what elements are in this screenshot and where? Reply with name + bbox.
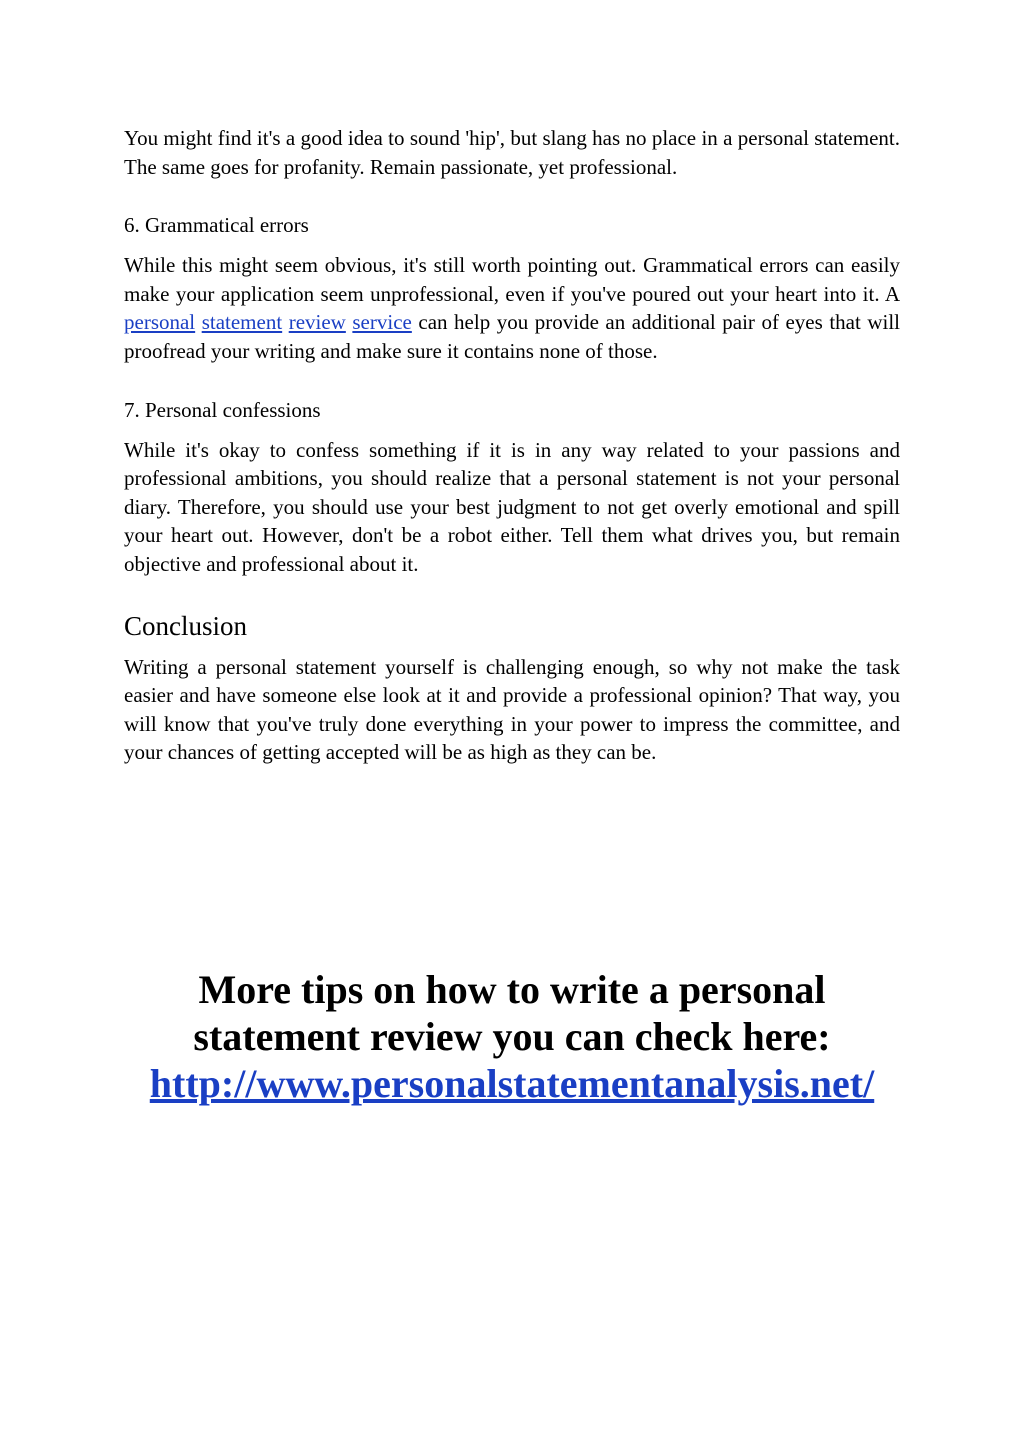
- more-tips-callout: [0, 966, 1024, 1107]
- grammatical-errors-text-before: While this might seem obvious, it's still worth pointing out. Grammatical errors can easily make your application seem unprofessional, even if you've poured out your heart into it. A: [124, 253, 900, 306]
- cta-website-link[interactable]: http://www.personalstatementanalysis.net/: [149, 1061, 875, 1106]
- conclusion-paragraph: Writing a personal statement yourself is challenging enough, so why not make the task easier and have someone else look at it and provide a professional opinion? That way, you will know that you've truly done everything in your power to impress the committee, and your chances of getting accepted will be as high as they can be.: [124, 654, 900, 765]
- section-heading-grammatical-errors: 6. Grammatical errors: [124, 213, 309, 238]
- link-personal[interactable]: personal: [124, 310, 196, 335]
- intro-paragraph: You might find it's a good idea to sound 'hip', but slang has no place in a personal statement. The same goes for profanity. Remain passionate, yet professional.: [124, 126, 900, 179]
- cta-line-1: More tips on how to write a personal: [198, 967, 826, 1012]
- link-review[interactable]: review: [288, 310, 346, 335]
- cta-line-2: statement review you can check here:: [193, 1014, 831, 1059]
- personal-confessions-paragraph: While it's okay to confess something if it is in any way related to your passions and professional ambitions, you should realize that a personal statement is not your personal diary. Therefore, you should use your best judgment to not get overly emotional and spill your heart out. However, don't be a robot either. Tell them what drives you, but remain objective and professional about it.: [124, 437, 900, 576]
- document-page: [124, 124, 900, 767]
- link-statement[interactable]: statement: [201, 310, 283, 335]
- grammatical-errors-paragraph: [124, 251, 900, 365]
- section-heading-personal-confessions: 7. Personal confessions: [124, 397, 321, 422]
- conclusion-heading: Conclusion: [124, 610, 248, 641]
- link-service[interactable]: service: [352, 310, 412, 335]
- grammatical-errors-text-after: can help you provide an additional pair of eyes that will proofread your writing and make sure it contains none of those.: [124, 310, 900, 363]
